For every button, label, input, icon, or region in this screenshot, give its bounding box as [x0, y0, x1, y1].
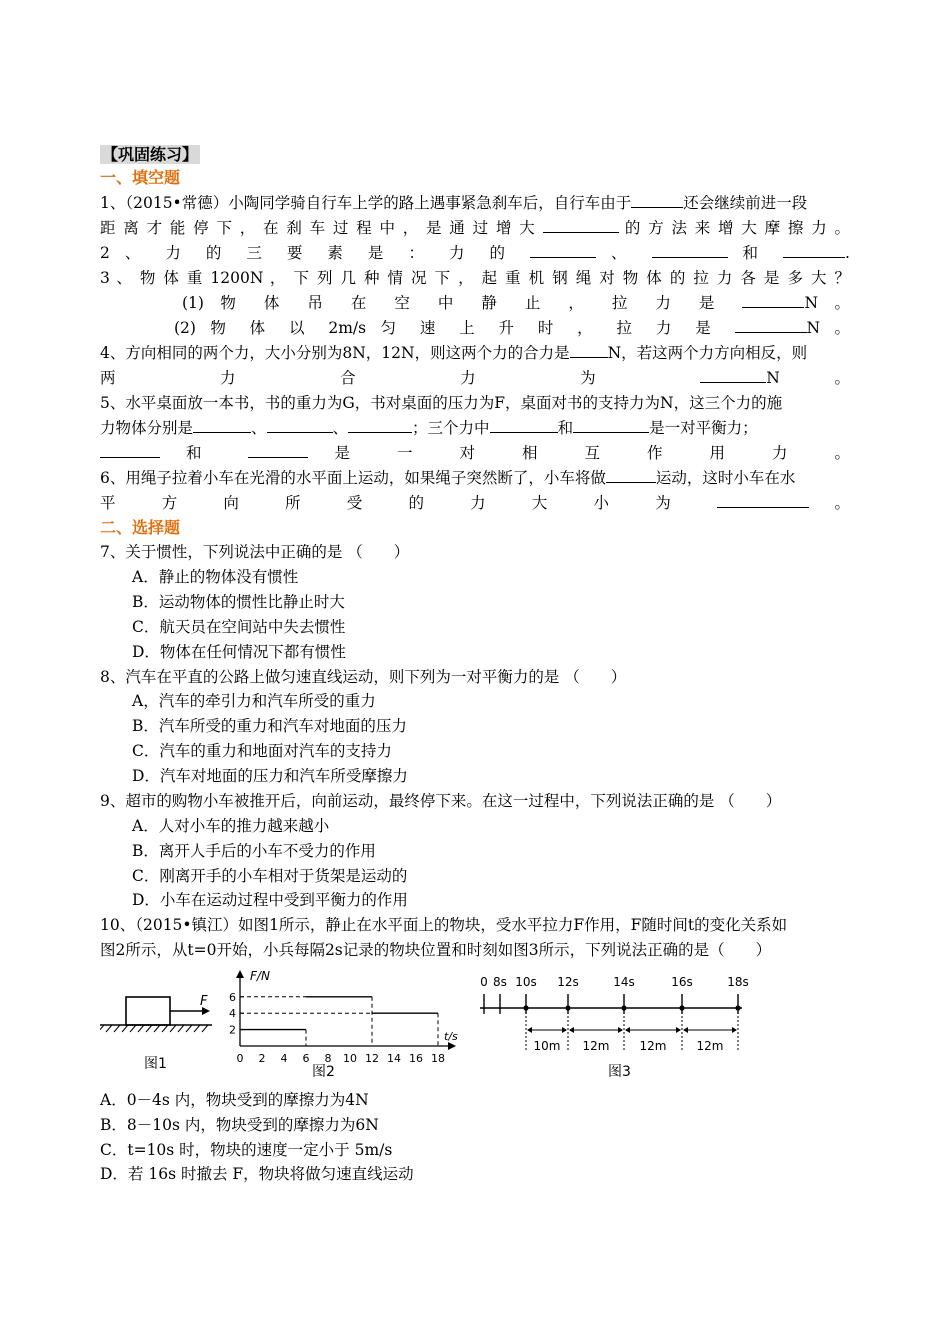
- section-fill-title: 一、填空题: [100, 168, 181, 187]
- q8-option-d: D．汽车对地面的压力和汽车所受摩擦力: [132, 767, 408, 785]
- distance-label: 10m: [533, 1039, 561, 1053]
- q10-option-b: B．8－10s 内，物块受到的摩擦力为6N: [100, 1116, 379, 1134]
- q1-line2: 距 离 才 能 停 下 ， 在 刹 车 过 程 中 ， 是 通 过 增 大 的 方 法 来 增 大 摩 擦 力 。: [100, 216, 850, 240]
- q9-option-b: B．离开人手后的小车不受力的作用: [132, 842, 376, 860]
- q10-option-a: A．0－4s 内，物块受到的摩擦力为4N: [100, 1091, 369, 1109]
- distance-arrow-head: [527, 1027, 532, 1033]
- distance-label: 12m: [696, 1039, 724, 1053]
- q6-line1: 6、用绳子拉着小车在光滑的水平面上运动，如果绳子突然断了，小车将做 运动，这时小车在水: [100, 466, 850, 490]
- q10-line1: 10、（2015•镇江）如图1所示，静止在水平面上的物块，受水平拉力F作用，F随时间t的变化关系如: [100, 916, 788, 934]
- q6-line2: 平 方 向 所 受 的 力 大 小 为 。: [100, 491, 850, 515]
- practice-header: 【巩固练习】: [102, 145, 199, 164]
- q1-line1: 1、（2015•常德）小陶同学骑自行车上学的路上遇事紧急刹车后，自行车由于 还会继续前进一段: [100, 191, 850, 215]
- q8-stem: 8、汽车在平直的公路上做匀速直线运动，则下列为一对平衡力的是 （ ）: [100, 668, 627, 686]
- x-tick-label: 18: [431, 1052, 445, 1065]
- x-axis-arrow: [448, 1042, 456, 1050]
- position-dot: [523, 1005, 528, 1010]
- distance-arrow-head: [676, 1027, 681, 1033]
- time-label: 18s: [727, 975, 749, 989]
- x-tick-label: 2: [258, 1052, 266, 1065]
- x-tick-label: 0: [236, 1052, 244, 1065]
- figure-1-caption: 图1: [144, 1056, 167, 1072]
- distance-arrow-head: [732, 1027, 737, 1033]
- time-label: 12s: [557, 975, 579, 989]
- q8-option-c: C．汽车的重力和地面对汽车的支持力: [132, 742, 392, 760]
- x-tick-label: 6: [302, 1052, 310, 1065]
- x-tick-label: 10: [343, 1052, 357, 1065]
- q9-stem: 9、超市的购物小车被推开后，向前运动，最终停下来。在这一过程中，下列说法正确的是 （ ）: [100, 792, 782, 810]
- x-tick-label: 8: [324, 1052, 332, 1065]
- q3-sub1: (1) 物 体 吊 在 空 中 静 止 ， 拉 力 是 N 。: [182, 291, 850, 315]
- q5-line3: 和 是 一 对 相 互 作 用 力 。: [100, 441, 850, 465]
- x-tick-label: 16: [409, 1052, 423, 1065]
- q10-option-c: C．t=10s 时，物块的速度一定小于 5m/s: [100, 1141, 393, 1159]
- q3-stem: 3 、 物 体 重 1200N ， 下 列 几 种 情 况 下 ， 起 重 机 钢 绳 对 物 体 的 拉 力 各 是 多 大 ？: [100, 269, 850, 287]
- y-axis-label: F/N: [250, 969, 270, 983]
- q5-line1: 5、水平桌面放一本书，书的重力为G，书对桌面的压力为F，桌面对书的支持力为N，这三个力的施: [100, 394, 783, 412]
- q4-line1: 4、方向相同的两个力，大小分别为8N，12N，则这两个力的合力是 N，若这两个力方向相反，则: [100, 341, 850, 365]
- time-label: 16s: [671, 975, 693, 989]
- distance-arrow-head: [683, 1027, 688, 1033]
- figure-1: [100, 985, 220, 1085]
- distance-arrow-head: [618, 1027, 623, 1033]
- y-tick-label: 4: [229, 1007, 236, 1021]
- q7-option-c: C．航天员在空间站中失去惯性: [132, 618, 346, 636]
- q2-line: 2 、 力 的 三 要 素 是 ： 力 的 、 和 .: [100, 241, 850, 265]
- q7-option-b: B．运动物体的惯性比静止时大: [132, 593, 345, 611]
- position-dot: [735, 1005, 740, 1010]
- ground-hatching: [100, 1025, 208, 1032]
- x-tick-label: 12: [365, 1052, 379, 1065]
- distance-arrow-head: [625, 1027, 630, 1033]
- time-label: 0: [480, 975, 488, 989]
- q8-option-b: B．汽车所受的重力和汽车对地面的压力: [132, 717, 407, 735]
- q8-option-a: A，汽车的牵引力和汽车所受的重力: [132, 692, 376, 710]
- x-tick-label: 14: [387, 1052, 401, 1065]
- q7-option-a: A．静止的物体没有惯性: [132, 568, 299, 586]
- y-tick-label: 6: [229, 990, 236, 1004]
- block-shape: [126, 997, 170, 1025]
- q5-line2: 力物体分别是 、 、 ；三个力中 和 是一对平衡力；: [100, 416, 850, 440]
- y-axis-arrow: [236, 970, 244, 978]
- x-tick-label: 4: [280, 1052, 288, 1065]
- distance-arrow-head: [562, 1027, 567, 1033]
- q9-option-c: C．刚离开手的小车相对于货架是运动的: [132, 867, 408, 885]
- figure-2-caption: 图2: [312, 1064, 335, 1080]
- position-dot: [565, 1005, 570, 1010]
- distance-label: 12m: [639, 1039, 667, 1053]
- time-label: 14s: [613, 975, 635, 989]
- x-axis-label: t/s: [444, 1030, 458, 1043]
- time-label: 10s: [515, 975, 537, 989]
- figure-3-caption: 图3: [608, 1064, 631, 1080]
- figure-3: [476, 972, 756, 1082]
- q7-stem: 7、关于惯性，下列说法中正确的是 （ ）: [100, 543, 410, 561]
- q9-option-d: D．小车在运动过程中受到平衡力的作用: [132, 891, 408, 909]
- distance-label: 12m: [582, 1039, 610, 1053]
- y-tick-label: 2: [229, 1023, 236, 1037]
- section-choice-title: 二、选择题: [100, 518, 181, 537]
- q9-option-a: A．人对小车的推力越来越小: [132, 817, 330, 835]
- position-dot: [621, 1005, 626, 1010]
- q7-option-d: D．物体在任何情况下都有惯性: [132, 643, 346, 661]
- time-label: 8s: [493, 975, 507, 989]
- q10-option-d: D．若 16s 时撤去 F，物块将做匀速直线运动: [100, 1165, 414, 1183]
- force-label: F: [200, 994, 208, 1009]
- q10-line2: 图2所示，从t=0开始，小兵每隔2s记录的物块位置和时刻如图3所示，下列说法正确的是（ ）: [100, 941, 772, 959]
- figure-2-chart: [226, 968, 462, 1080]
- q4-line2: 两 力 合 力 为 N 。: [100, 366, 850, 390]
- q3-sub2: (2) 物 体 以 2m/s 匀 速 上 升 时 ， 拉 力 是 N 。: [174, 316, 850, 340]
- position-dot: [679, 1005, 684, 1010]
- distance-arrow-head: [569, 1027, 574, 1033]
